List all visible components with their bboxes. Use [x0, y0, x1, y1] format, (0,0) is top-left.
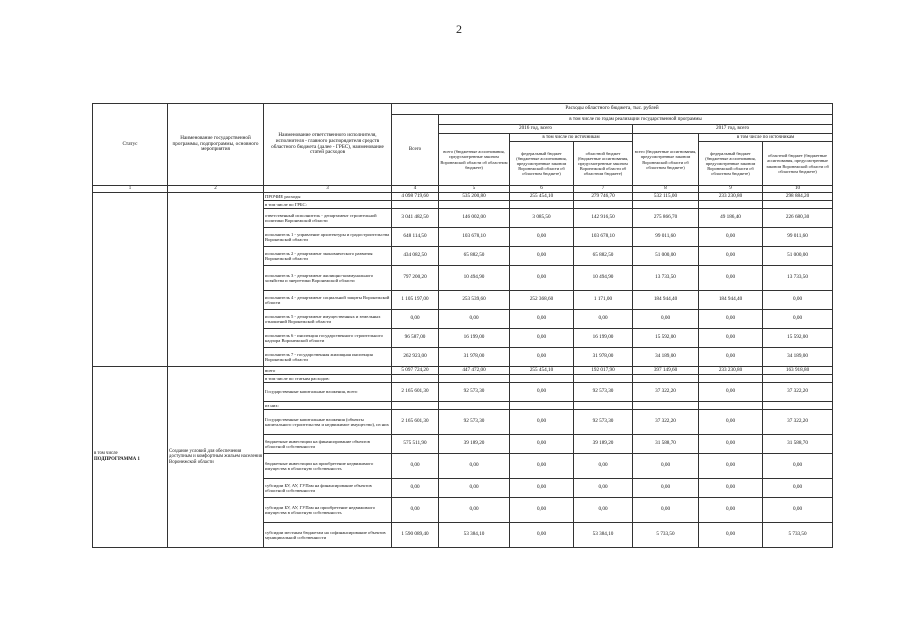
amount-cell: 39 189,20	[574, 435, 633, 454]
amount-cell: 51 000,00	[763, 247, 833, 266]
amount-cell	[763, 375, 833, 383]
amount-cell: 0,00	[699, 523, 763, 548]
amount-cell: 0,00	[392, 310, 439, 329]
amount-cell: 0,00	[699, 266, 763, 291]
amount-cell	[763, 402, 833, 410]
expense-name-cell: исполнитель 4 - департамент социальной защиты Воронежской области	[264, 291, 392, 310]
amount-cell: 0,00	[392, 454, 439, 479]
amount-cell: 142 916,50	[574, 209, 633, 228]
amount-cell: 0,00	[633, 479, 699, 498]
expense-name-cell: исполнитель 7 - государственная жилищная инспекция Воронежской области	[264, 348, 392, 367]
amount-cell: 434 082,50	[392, 247, 439, 266]
amount-cell: 13 733,50	[763, 266, 833, 291]
amount-cell: 0,00	[510, 435, 574, 454]
column-number-cell: 2	[168, 186, 264, 193]
program-cell	[168, 193, 264, 367]
amount-cell	[633, 201, 699, 209]
amount-cell: 0,00	[763, 479, 833, 498]
amount-cell: 797 200,20	[392, 266, 439, 291]
amount-cell: 3 085,50	[510, 209, 574, 228]
amount-cell: 5 733,50	[763, 523, 833, 548]
amount-cell: 275 866,70	[633, 209, 699, 228]
amount-cell	[699, 201, 763, 209]
amount-cell	[574, 375, 633, 383]
amount-cell: 1 590 089,40	[392, 523, 439, 548]
amount-cell: 255 454,10	[510, 367, 574, 375]
amount-cell: 0,00	[392, 479, 439, 498]
amount-cell: 53 384,10	[574, 523, 633, 548]
amount-cell: 184 944,40	[699, 291, 763, 310]
amount-cell: 0,00	[699, 329, 763, 348]
amount-cell	[763, 201, 833, 209]
amount-cell: 37 322,20	[763, 383, 833, 402]
amount-cell: 298 884,20	[763, 193, 833, 201]
amount-cell: 37 322,20	[633, 410, 699, 435]
amount-cell: 34 189,00	[633, 348, 699, 367]
expense-name-cell: Государственные капитальные вложения, всего	[264, 383, 392, 402]
amount-cell: 0,00	[699, 383, 763, 402]
amount-cell: 65 882,50	[439, 247, 510, 266]
expense-name-cell: из них:	[264, 402, 392, 410]
amount-cell: 0,00	[439, 454, 510, 479]
amount-cell: 0,00	[510, 523, 574, 548]
header-by-years: в том числе по годам реализации государственной программы	[439, 115, 833, 125]
amount-cell: 16 199,00	[574, 329, 633, 348]
amount-cell: 31 588,70	[633, 435, 699, 454]
amount-cell: 447 472,00	[439, 367, 510, 375]
amount-cell: 0,00	[699, 310, 763, 329]
expense-name-cell: бюджетные инвестиции на финансирование объектов областной собственности	[264, 435, 392, 454]
amount-cell: 0,00	[763, 454, 833, 479]
column-number-cell: 9	[699, 186, 763, 193]
amount-cell: 0,00	[633, 498, 699, 523]
amount-cell	[439, 201, 510, 209]
expense-name-cell: субсидии БУ, АУ, ГУПам на приобретение недвижимого имущества в областную собственность	[264, 498, 392, 523]
amount-cell: 49 186,40	[699, 209, 763, 228]
amount-cell: 103 678,10	[574, 228, 633, 247]
expense-name-cell: в том числе по ГРБС:	[264, 201, 392, 209]
expense-name-cell: исполнитель 3 - департамент жилищно-коммунального хозяйства и энергетики Воронежской области	[264, 266, 392, 291]
amount-cell: 15 592,00	[763, 329, 833, 348]
header-program: Наименование государственной программы, подпрограммы, основного мероприятия	[168, 104, 264, 186]
amount-cell: 0,00	[439, 498, 510, 523]
amount-cell: 31 588,70	[763, 435, 833, 454]
amount-cell: 397 149,60	[633, 367, 699, 375]
amount-cell: 2 165 601,30	[392, 410, 439, 435]
amount-cell: 0,00	[699, 228, 763, 247]
amount-cell: 0,00	[763, 498, 833, 523]
amount-cell: 255 454,10	[510, 193, 574, 201]
expense-name-cell: исполнитель 6 - инспекция государственного строительного надзора Воронежской области	[264, 329, 392, 348]
amount-cell: 0,00	[510, 383, 574, 402]
column-numbers-row	[93, 186, 833, 193]
amount-cell: 10 494,90	[439, 266, 510, 291]
column-number-cell: 5	[439, 186, 510, 193]
program-cell: Создание условий для обеспечения доступным и комфортным жильем населения Воронежской области	[168, 367, 264, 548]
amount-cell: 0,00	[699, 479, 763, 498]
amount-cell	[699, 402, 763, 410]
table-body	[93, 193, 833, 548]
amount-cell: 0,00	[699, 498, 763, 523]
amount-cell: 1 105 197,00	[392, 291, 439, 310]
amount-cell: 1 171,00	[574, 291, 633, 310]
amount-cell: 5 733,50	[633, 523, 699, 548]
header-year-2016: 2016 год, всего	[439, 125, 633, 134]
amount-cell	[633, 375, 699, 383]
expense-name-cell: всего	[264, 367, 392, 375]
expense-name-cell: ответственный исполнитель - департамент строительной политики Воронежской области	[264, 209, 392, 228]
amount-cell: 37 322,20	[633, 383, 699, 402]
amount-cell: 0,00	[699, 247, 763, 266]
amount-cell: 0,00	[439, 310, 510, 329]
amount-cell: 163 918,80	[763, 367, 833, 375]
status-label: ПОДПРОГРАММА 1	[94, 457, 140, 462]
expense-name-cell: исполнитель 1 - управление архитектуры и градостроительства Воронежской области	[264, 228, 392, 247]
expense-name-cell: бюджетные инвестиции на приобретение недвижимого имущества в областную собственность	[264, 454, 392, 479]
table-header	[93, 104, 833, 193]
amount-cell: 51 000,00	[633, 247, 699, 266]
column-number-cell: 10	[763, 186, 833, 193]
amount-cell	[633, 402, 699, 410]
amount-cell: 3 041 482,50	[392, 209, 439, 228]
expense-name-cell: исполнитель 5 - департамент имущественных и земельных отношений Воронежской области	[264, 310, 392, 329]
amount-cell: 0,00	[699, 348, 763, 367]
amount-cell: 648 114,50	[392, 228, 439, 247]
amount-cell	[574, 402, 633, 410]
amount-cell: 53 384,10	[439, 523, 510, 548]
amount-cell	[510, 402, 574, 410]
amount-cell: 0,00	[510, 310, 574, 329]
amount-cell: 532 115,00	[633, 193, 699, 201]
amount-cell	[574, 201, 633, 209]
amount-cell: 15 592,00	[633, 329, 699, 348]
expense-name-cell: ПРОЧИЕ расходы	[264, 193, 392, 201]
amount-cell: 2 165 601,30	[392, 383, 439, 402]
amount-cell: 0,00	[510, 410, 574, 435]
column-number-cell: 8	[633, 186, 699, 193]
amount-cell	[510, 201, 574, 209]
amount-cell: 0,00	[633, 454, 699, 479]
amount-cell: 39 189,20	[439, 435, 510, 454]
column-number-cell: 7	[574, 186, 633, 193]
amount-cell: 0,00	[510, 454, 574, 479]
amount-cell: 0,00	[510, 228, 574, 247]
expense-name-cell: субсидии местным бюджетам на софинансирование объектов муниципальной собственности	[264, 523, 392, 548]
amount-cell: 31 978,00	[439, 348, 510, 367]
amount-cell: 5 097 724,20	[392, 367, 439, 375]
amount-cell: 0,00	[763, 310, 833, 329]
header-total: Всего	[392, 115, 439, 186]
amount-cell: 0,00	[633, 310, 699, 329]
amount-cell: 0,00	[699, 410, 763, 435]
status-cell	[93, 367, 168, 548]
amount-cell: 192 017,90	[574, 367, 633, 375]
amount-cell: 262 923,00	[392, 348, 439, 367]
amount-cell: 0,00	[439, 479, 510, 498]
amount-cell: 31 978,00	[574, 348, 633, 367]
amount-cell: 0,00	[699, 454, 763, 479]
amount-cell	[510, 375, 574, 383]
amount-cell: 0,00	[574, 498, 633, 523]
header-2017-total-budget: всего (бюджетные ассигнования, предусмотренные законом Воронежской области об областном бюджете)	[633, 134, 699, 186]
header-2017-federal: федеральный бюджет (бюджетные ассигнования, предусмотренные законом Воронежской области об областном бюджете)	[699, 142, 763, 186]
amount-cell	[699, 375, 763, 383]
amount-cell: 233 230,80	[699, 193, 763, 201]
status-note: в том числе	[94, 451, 118, 457]
header-2017-regional: областной бюджет (бюджетные ассигнования, предусмотренные законом Воронежской области об областном бюджете)	[763, 142, 833, 186]
amount-cell: 0,00	[574, 479, 633, 498]
amount-cell: 233 230,80	[699, 367, 763, 375]
amount-cell: 226 680,30	[763, 209, 833, 228]
amount-cell: 96 587,00	[392, 329, 439, 348]
header-year-2017: 2017 год, всего	[633, 125, 833, 134]
amount-cell: 99 011,60	[633, 228, 699, 247]
amount-cell: 34 189,00	[763, 348, 833, 367]
amount-cell: 0,00	[699, 435, 763, 454]
amount-cell: 0,00	[510, 498, 574, 523]
column-number-cell: 1	[93, 186, 168, 193]
expense-name-cell: исполнитель 2 - департамент экономического развития Воронежской области	[264, 247, 392, 266]
amount-cell: 65 882,50	[574, 247, 633, 266]
amount-cell: 103 678,10	[439, 228, 510, 247]
amount-cell: 4 098 719,60	[392, 193, 439, 201]
amount-cell: 575 511,90	[392, 435, 439, 454]
header-2016-total-budget: всего (бюджетные ассигнования, предусмотренные законом Воронежской области об областном бюджете)	[439, 134, 510, 186]
budget-table	[92, 103, 833, 548]
amount-cell: 184 944,40	[633, 291, 699, 310]
amount-cell: 146 002,00	[439, 209, 510, 228]
table-row	[93, 367, 833, 375]
header-2017-by-sources: в том числе по источникам	[699, 134, 833, 142]
column-number-cell: 6	[510, 186, 574, 193]
header-2016-by-sources: в том числе по источникам	[510, 134, 633, 142]
amount-cell	[439, 402, 510, 410]
amount-cell: 535 200,80	[439, 193, 510, 201]
amount-cell: 92 573,30	[439, 410, 510, 435]
amount-cell: 10 494,90	[574, 266, 633, 291]
header-2016-regional: областной бюджет (бюджетные ассигнования, предусмотренные законом Воронежской области об областном бюджете)	[574, 142, 633, 186]
amount-cell: 0,00	[510, 329, 574, 348]
header-2016-federal: федеральный бюджет (бюджетные ассигнования, предусмотренные законом Воронежской области об областном бюджете)	[510, 142, 574, 186]
amount-cell: 92 573,30	[574, 383, 633, 402]
header-status: Статус	[93, 104, 168, 186]
amount-cell	[392, 201, 439, 209]
header-expenses: Расходы областного бюджета, тыс. рублей	[392, 104, 833, 115]
expense-name-cell: в том числе по статьям расходов:	[264, 375, 392, 383]
amount-cell	[392, 375, 439, 383]
amount-cell: 13 733,50	[633, 266, 699, 291]
status-cell	[93, 193, 168, 367]
amount-cell	[392, 402, 439, 410]
expense-name-cell: Государственные капитальные вложения (объекты капитального строительства и недвижимое имущество), из них	[264, 410, 392, 435]
amount-cell	[439, 375, 510, 383]
table-row	[93, 193, 833, 201]
amount-cell: 0,00	[763, 291, 833, 310]
header-executor: Наименование ответственного исполнителя, исполнителя - главного распорядителя средств областного бюджета (далее - ГРБС), наименование статей расходов	[264, 104, 392, 186]
amount-cell: 37 322,20	[763, 410, 833, 435]
amount-cell: 252 368,60	[510, 291, 574, 310]
expense-name-cell: субсидии БУ, АУ, ГУПам на финансирование объектов областной собственности	[264, 479, 392, 498]
amount-cell: 0,00	[574, 310, 633, 329]
amount-cell: 99 011,60	[763, 228, 833, 247]
amount-cell: 0,00	[510, 266, 574, 291]
page-number: 2	[456, 22, 462, 36]
amount-cell: 92 573,30	[574, 410, 633, 435]
amount-cell: 0,00	[392, 498, 439, 523]
column-number-cell: 3	[264, 186, 392, 193]
amount-cell: 0,00	[510, 479, 574, 498]
amount-cell: 16 199,00	[439, 329, 510, 348]
amount-cell: 0,00	[574, 454, 633, 479]
amount-cell: 92 573,30	[439, 383, 510, 402]
amount-cell: 253 539,60	[439, 291, 510, 310]
amount-cell: 0,00	[510, 247, 574, 266]
amount-cell: 0,00	[510, 348, 574, 367]
column-number-cell: 4	[392, 186, 439, 193]
amount-cell: 279 746,70	[574, 193, 633, 201]
